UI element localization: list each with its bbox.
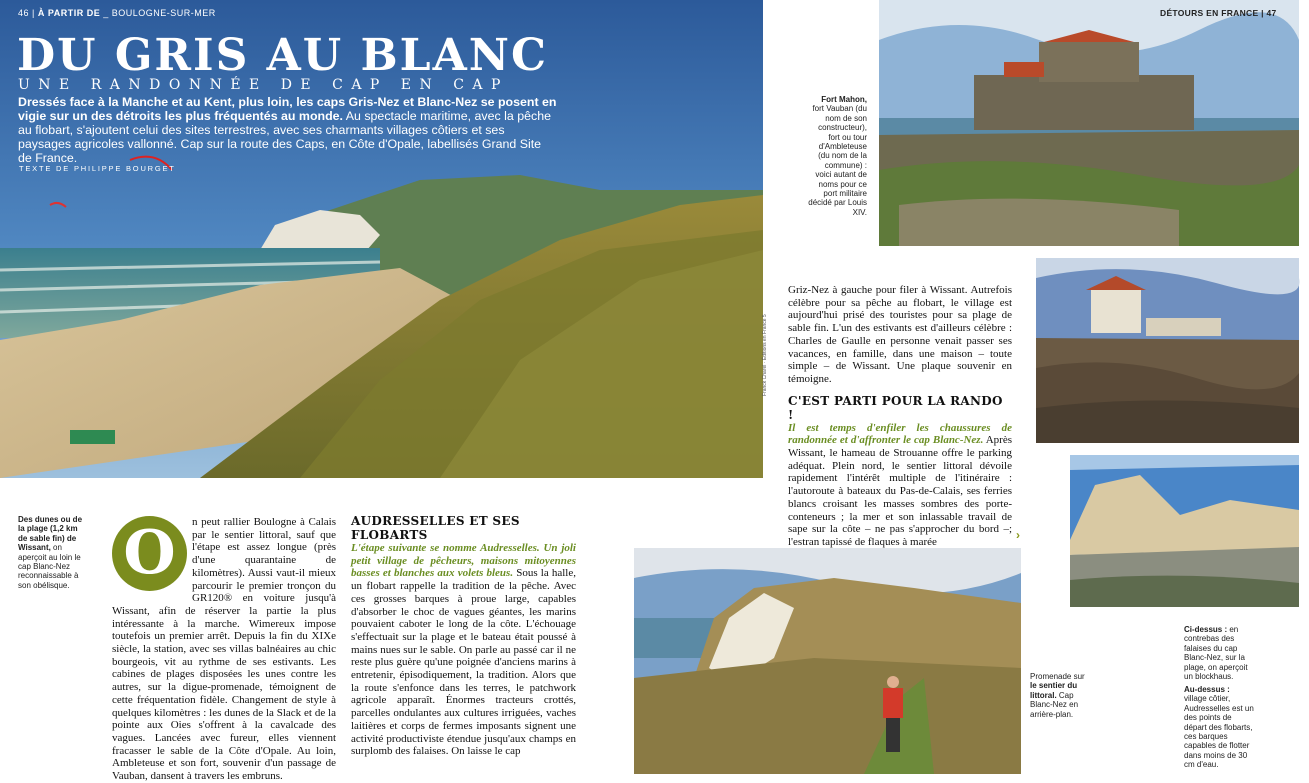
byline: TEXTE DE PHILIPPE BOURGET — [19, 164, 176, 173]
heading-audresselles: AUDRESSELLES ET SES FLOBARTS — [351, 514, 520, 542]
heading-rando: C'EST PARTI POUR LA RANDO ! — [788, 393, 1003, 422]
caption-dunes: Des dunes ou de la plage (1,2 km de sable fin) de Wissant, on aperçoit au loin le cap Blanc-Nez reconnaissable à son obélisque. — [18, 515, 83, 590]
caption-fort-mahon: Fort Mahon, fort Vauban (du nom de son constructeur), fort ou tour d'Ambleteuse (du nom de la commune) : voici autant de noms pour ce port militaire décidé par Louis XIV. — [808, 95, 867, 217]
column-3-text-a: Griz-Nez à gauche pour filer à Wissant. Autrefois célèbre pour sa pêche au flobart, le village est aujourd'hui prisé des touristes pour sa plage de sable fin. L'un des estivants est d'ailleurs célèbre : Charles de Gaulle en personne venait passer ses vacances, en famille, dans une maison – toute simple – de Wissant. Une plaque souvenir en témoigne. — [788, 284, 1012, 385]
fort-mahon-photo — [879, 0, 1299, 246]
column-3-text-b: Il est temps d'enfiler les chaussures de randonnée et d'affronter le cap Blanc-Nez. Après Wissant, le hameau de Strouanne offre le parking adéquat. Plein nord, le sentier littoral dévoile rapidement l'intérêt multiple de l'itinéraire : l'autoroute à bateaux du Pas-de-Calais, ses ferries blancs croisant les masses sombres des porte-conteneurs ; la mer et son inlassable travail de sape sur la côte – ne pas s'approcher du bord –; l'estran tapissé de flaques à marée — [788, 421, 1012, 548]
caption-promenade: Promenade sur le sentier du littoral. Cap Blanc-Nez en arrière-plan. — [1030, 672, 1085, 719]
caption-au-dessus: Au-dessus : village côtier, Audresselles est un des points de départ des flobarts, ces barques capables de flotter dans moins de 30 cm d'eau. — [1184, 685, 1254, 770]
article-title: DU GRIS AU BLANC — [17, 30, 548, 81]
column-3 — [788, 284, 1012, 548]
column-2 — [351, 514, 576, 776]
folio-right: DÉTOURS EN FRANCE | 47 — [1160, 8, 1277, 18]
photo-credit: Franck Charel · Éditions en France 5 — [762, 314, 768, 396]
blanc-nez-beach-photo — [1070, 455, 1299, 607]
column-2-text: L'étape suivante se nomme Audresselles. Un joli petit village de pêcheurs, maisons mitoyennes basses et blanches aux volets bleus. Sous la halle, un flobart rappelle la tradition de la pêche. Avec ces grosses barques à proue large, capables d'absorber le choc de vagues géantes, les marins pouvaient caboter le long de la côte. L'échouage s'effectuait sur la plage et le bateau était poussé à mains nues sur le sable. On parle au passé car il ne reste plus guère qu'une poignée d'anciens marins à entretenir, épisodiquement, la tradition. Alors que la route s'enfonce dans les terres, le patchwork agricole apparaît. Énormes tracteurs crottés, parcelles ondulantes aux cultures irriguées, vaches laitières et corps de fermes imposants signent une activité productiviste étendue jusqu'aux champs en surplomb des falaises. On laisse le cap — [351, 542, 576, 758]
audresselles-photo — [1036, 258, 1299, 443]
folio-left: 46 | À PARTIR DE _ BOULOGNE-SUR-MER — [18, 8, 216, 18]
sentier-littoral-photo — [634, 548, 1021, 774]
article-subtitle: UNE RANDONNÉE DE CAP EN CAP — [18, 77, 509, 93]
drop-cap: O — [112, 516, 187, 591]
article-intro: Dressés face à la Manche et au Kent, plus loin, les caps Gris-Nez et Blanc-Nez se posent en vigie sur un des détroits les plus fréquentés au monde. Au spectacle maritime, avec la pêche au flobart, s'ajoutent celui des sites terrestres, avec ses charmants villages côtiers et ses paysages agricoles vallonné. Cap sur la route des Caps, en Côte d'Opale, labellisés Grand Site de France. — [18, 95, 557, 165]
next-page-arrow-icon: › — [1016, 528, 1020, 542]
column-1-text: n peut rallier Boulogne à Calais par le sentier littoral, sauf que l'étape est assez longue (près d'une quarantaine de kilomètres). Aussi vaut-il mieux parcourir le premier tronçon du GR120® en voiture jusqu'à Wissant, afin de réserver la partie la plus intéressante à la marche. Wimereux impose toutefois un premier arrêt. Depuis la fin du XIXe siècle, la station, avec ses villas balnéaires au chic bourgeois, vit au rythme de ses estivants. Les cabines de plages disposées les unes contre les autres, sur la digue-promenade, témoignent de cette fréquentation fidèle. Changement de style à quelques kilomètres : les dunes de la Slack et de la pointe aux Oies s'offrent à la cavalcade des vagues. Lancées avec fureur, elles viennent fracasser le sable de la Côte d'Opale. Au loin, Ambleteuse et son fort, souvenir d'un passage de Vauban, dansent à travers les embruns. — [112, 516, 336, 783]
caption-ci-dessus: Ci-dessus : en contrebas des falaises du cap Blanc-Nez, sur la plage, on aperçoit un blockhaus. — [1184, 625, 1248, 682]
